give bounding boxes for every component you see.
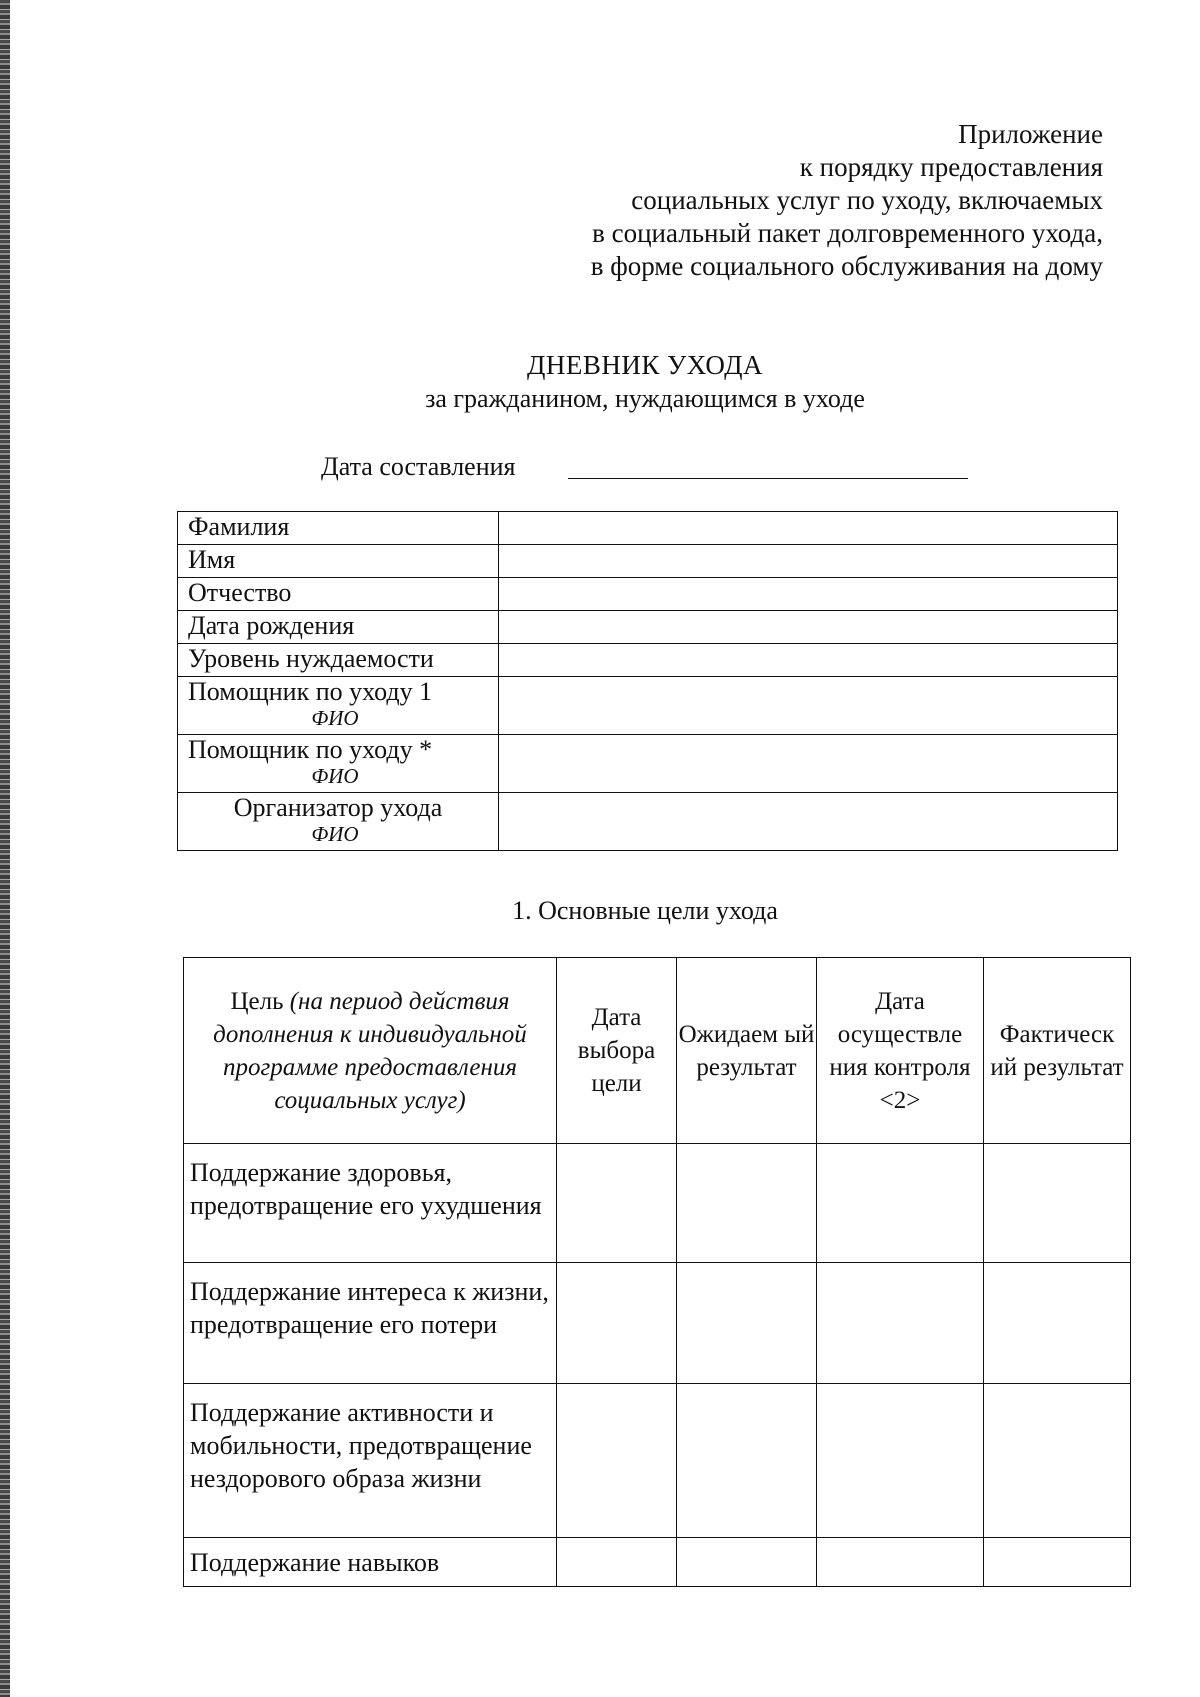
info-row-surname	[178, 512, 1118, 545]
actual-result-cell[interactable]	[984, 1538, 1131, 1587]
expected-result-cell[interactable]	[677, 1384, 817, 1538]
appendix-line: Приложение	[958, 119, 1103, 149]
control-date-header: Дата осуществле ния контроля <2>	[817, 958, 984, 1144]
info-row-birth-date	[178, 611, 1118, 644]
actual-result-cell[interactable]	[984, 1384, 1131, 1538]
goal-header-main: Цель	[230, 987, 290, 1015]
surname-label: Фамилия	[178, 512, 499, 545]
appendix-line: в форме социального обслуживания на дому	[590, 251, 1103, 281]
need-level-label: Уровень нуждаемости	[178, 644, 499, 677]
date-label: Дата составления	[321, 452, 516, 481]
date-select-cell[interactable]	[557, 1384, 677, 1538]
date-select-header: Дата выбора цели	[557, 958, 677, 1144]
organizer-label: Организатор ухода	[233, 793, 443, 822]
helper1-field[interactable]	[499, 677, 1118, 735]
goal-text: Поддержание интереса к жизни, предотвращение его потери	[184, 1263, 557, 1384]
appendix-line: в социальный пакет долговременного ухода,	[592, 218, 1103, 248]
helper2-label-cell	[178, 735, 499, 793]
document-title: ДНЕВНИК УХОДА	[527, 350, 763, 380]
goal-column-header	[184, 958, 557, 1144]
helper1-label-cell	[178, 677, 499, 735]
organizer-field[interactable]	[499, 793, 1118, 851]
date-select-cell[interactable]	[557, 1263, 677, 1384]
goal-row	[184, 1538, 1131, 1587]
goal-text: Поддержание активности и мобильности, предотвращение нездорового образа жизни	[184, 1384, 557, 1538]
goal-row	[184, 1384, 1131, 1538]
appendix-line: к порядку предоставления	[799, 152, 1103, 182]
goals-header-row	[184, 958, 1131, 1144]
helper1-fio-label: ФИО	[311, 706, 359, 730]
goal-header-note: (на период действия дополнения к индивидуальной программе предоставления социальных услуг)	[213, 987, 527, 1114]
appendix-header	[591, 118, 1103, 283]
goal-row	[184, 1144, 1131, 1263]
date-select-cell[interactable]	[557, 1144, 677, 1263]
control-date-cell[interactable]	[817, 1263, 984, 1384]
helper2-label: Помощник по уходу *	[188, 735, 433, 764]
patronymic-label: Отчество	[178, 578, 499, 611]
organizer-label-cell	[178, 793, 499, 851]
expected-result-cell[interactable]	[677, 1144, 817, 1263]
info-row-need-level	[178, 644, 1118, 677]
info-row-helper1	[178, 677, 1118, 735]
patronymic-field[interactable]	[499, 578, 1118, 611]
name-label: Имя	[178, 545, 499, 578]
expected-result-header: Ожидаем ый результат	[677, 958, 817, 1144]
actual-result-header: Фактическ ий результат	[984, 958, 1131, 1144]
expected-result-cell[interactable]	[677, 1263, 817, 1384]
birth-date-label: Дата рождения	[178, 611, 499, 644]
control-date-cell[interactable]	[817, 1144, 984, 1263]
goal-text: Поддержание здоровья, предотвращение его ухудшения	[184, 1144, 557, 1263]
organizer-fio-label: ФИО	[311, 822, 359, 846]
appendix-line: социальных услуг по уходу, включаемых	[631, 185, 1103, 215]
scan-edge	[0, 0, 10, 1697]
date-select-cell[interactable]	[557, 1538, 677, 1587]
birth-date-field[interactable]	[499, 611, 1118, 644]
helper2-field[interactable]	[499, 735, 1118, 793]
control-date-cell[interactable]	[817, 1384, 984, 1538]
actual-result-cell[interactable]	[984, 1263, 1131, 1384]
personal-info-table	[177, 511, 1118, 851]
goal-row	[184, 1263, 1131, 1384]
control-date-cell[interactable]	[817, 1538, 984, 1587]
actual-result-cell[interactable]	[984, 1144, 1131, 1263]
care-goals-table	[183, 957, 1131, 1587]
helper2-fio-label: ФИО	[311, 764, 359, 788]
section-title: 1. Основные цели ухода	[512, 896, 778, 925]
info-row-organizer	[178, 793, 1118, 851]
name-field[interactable]	[499, 545, 1118, 578]
info-row-helper2	[178, 735, 1118, 793]
helper1-label: Помощник по уходу 1	[188, 677, 433, 706]
goal-text: Поддержание навыков	[184, 1538, 557, 1587]
info-row-name	[178, 545, 1118, 578]
need-level-field[interactable]	[499, 644, 1118, 677]
surname-field[interactable]	[499, 512, 1118, 545]
document-subtitle: за гражданином, нуждающимся в уходе	[425, 384, 865, 413]
expected-result-cell[interactable]	[677, 1538, 817, 1587]
info-row-patronymic	[178, 578, 1118, 611]
date-field[interactable]	[568, 478, 968, 479]
